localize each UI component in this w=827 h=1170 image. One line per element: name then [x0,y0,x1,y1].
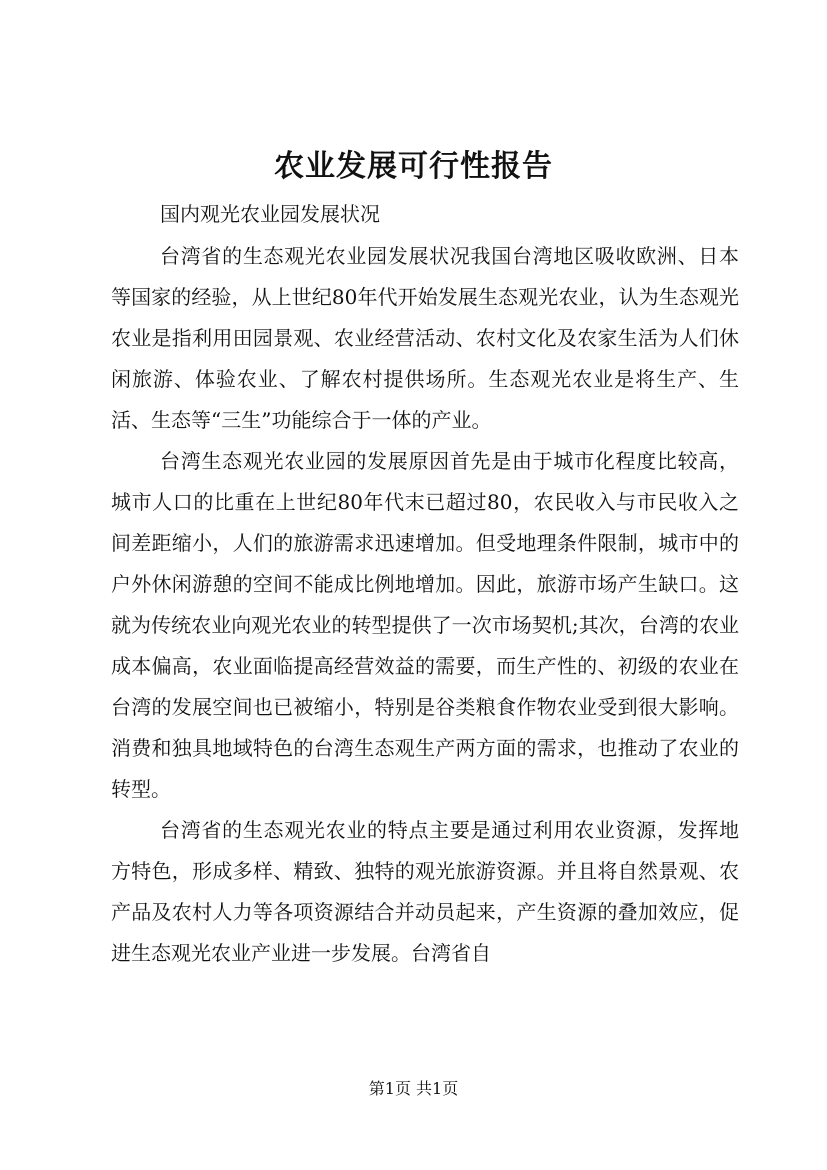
body-paragraph-1: 台湾省的生态观光农业园发展状况我国台湾地区吸收欧洲、日本等国家的经验，从上世纪80年代开始发展生态观光农业，认为生态观光农业是指利用田园景观、农业经营活动、农村文化及农家生活为人们休闲旅游、体验农业、了解农村提供场所。生态观光农业是将生产、生活、生态等“三生”功能综合于一体的产业。 [111,244,739,432]
section-heading: 国内观光农业园发展状况 [160,202,380,226]
body-paragraph-2: 台湾生态观光农业园的发展原因首先是由于城市化程度比较高，城市人口的比重在上世纪80年代末已超过80，农民收入与市民收入之间差距缩小，人们的旅游需求迅速增加。但受地理条件限制，城市中的户外休闲游憩的空间不能成比例地增加。因此，旅游市场产生缺口。这就为传统农业向观光农业的转型提供了一次市场契机;其次，台湾的农业成本偏高，农业面临提高经营效益的需要，而生产性的、初级的农业在台湾的发展空间也已被缩小，特别是谷类粮食作物农业受到很大影响。消费和独具地域特色的台湾生态观生产两方面的需求，也推动了农业的转型。 [111,449,739,801]
document-body [111,236,739,974]
document-title: 农业发展可行性报告 [274,149,553,184]
body-paragraph-3: 台湾省的生态观光农业的特点主要是通过利用农业资源，发挥地方特色，形成多样、精致、独特的观光旅游资源。并且将自然景观、农产品及农村人力等各项资源结合并动员起来，产生资源的叠加效应，促进生态观光农业产业进一步发展。台湾省自 [111,818,739,965]
page-footer: 第1页 共1页 [368,1079,459,1098]
